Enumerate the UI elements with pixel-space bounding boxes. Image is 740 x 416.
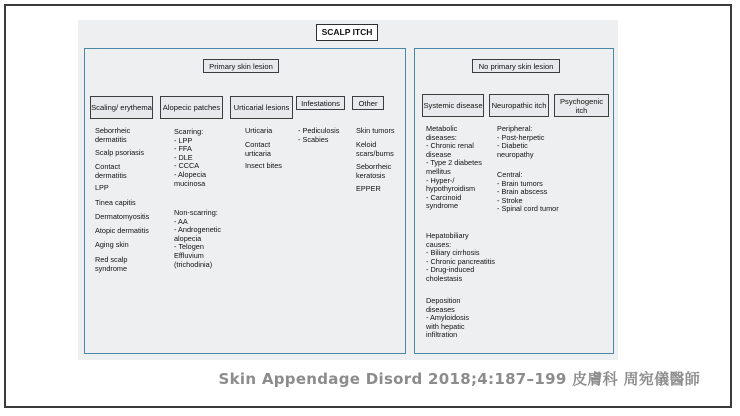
item-keloid-scars: Keloid scars/burns <box>356 140 394 158</box>
item-insect-bites: Insect bites <box>245 161 282 170</box>
item-central-neuropathic: Central: - Brain tumors - Brain abscess - Stroke - Spinal cord tumor <box>497 170 559 214</box>
item-skin-tumors: Skin tumors <box>356 126 395 135</box>
item-dermatomyositis: Dermatomyositis <box>95 212 150 221</box>
category-infestations: Infestations <box>296 96 345 110</box>
category-alopecic-patches: Alopecic patches <box>160 96 223 119</box>
item-non-scarring-list: Non-scarring: - AA - Androgenetic alopecia - Telogen Effluvium (trichodinia) <box>174 208 222 269</box>
category-neuropathic-itch: Neuropathic itch <box>489 94 549 117</box>
category-scaling-erythema: Scaling/ erythema <box>90 96 153 119</box>
item-hepatobiliary-causes: Hepatobiliary causes: - Biliary cirrhosis - Chronic pancreatitis - Drug-induced cholestasis <box>426 231 495 283</box>
item-metabolic-diseases: Metabolic diseases: - Chronic renal disease - Type 2 diabetes mellitus - Hyper-/ hypothyroidism - Carcinoid syndrome <box>426 124 482 211</box>
category-psychogenic-itch: Psychogenic itch <box>554 94 609 117</box>
item-scalp-psoriasis: Scalp psoriasis <box>95 148 145 157</box>
item-seborrheic-dermatitis: Seborrheic dermatitis <box>95 126 131 144</box>
diagram-panel <box>78 20 618 360</box>
item-scarring-list: Scarring: - LPP - FFA - DLE - CCCA - Alopecia mucinosa <box>174 127 207 188</box>
item-contact-dermatitis: Contact dermatitis <box>95 162 127 180</box>
category-other: Other <box>352 96 384 110</box>
item-urticaria: Urticaria <box>245 126 273 135</box>
no-primary-lesion-header: No primary skin lesion <box>472 59 560 73</box>
item-aging-skin: Aging skin <box>95 240 129 249</box>
item-deposition-diseases: Deposition diseases - Amyloidosis with hepatic infiltration <box>426 296 469 340</box>
item-seborrheic-keratosis: Seborrheic keratosis <box>356 162 392 180</box>
diagram-title: SCALP ITCH <box>316 24 378 41</box>
primary-lesion-header: Primary skin lesion <box>203 59 279 73</box>
category-systemic-disease: Systemic disease <box>422 94 484 117</box>
item-infestations-list: - Pediculosis - Scabies <box>298 126 340 144</box>
item-contact-urticaria: Contact urticaria <box>245 140 271 158</box>
category-urticarial-lesions: Urticarial lesions <box>230 96 293 119</box>
citation-text: Skin Appendage Disord 2018;4:187–199 皮膚科 周宛儀醫師 <box>218 370 700 388</box>
item-lpp: LPP <box>95 183 109 192</box>
item-peripheral-neuropathic: Peripheral: - Post-herpetic - Diabetic neuropathy <box>497 124 545 159</box>
item-red-scalp-syndrome: Red scalp syndrome <box>95 255 128 273</box>
item-atopic-dermatitis: Atopic dermatitis <box>95 226 149 235</box>
item-tinea-capitis: Tinea capitis <box>95 198 136 207</box>
item-epper: EPPER <box>356 184 381 193</box>
